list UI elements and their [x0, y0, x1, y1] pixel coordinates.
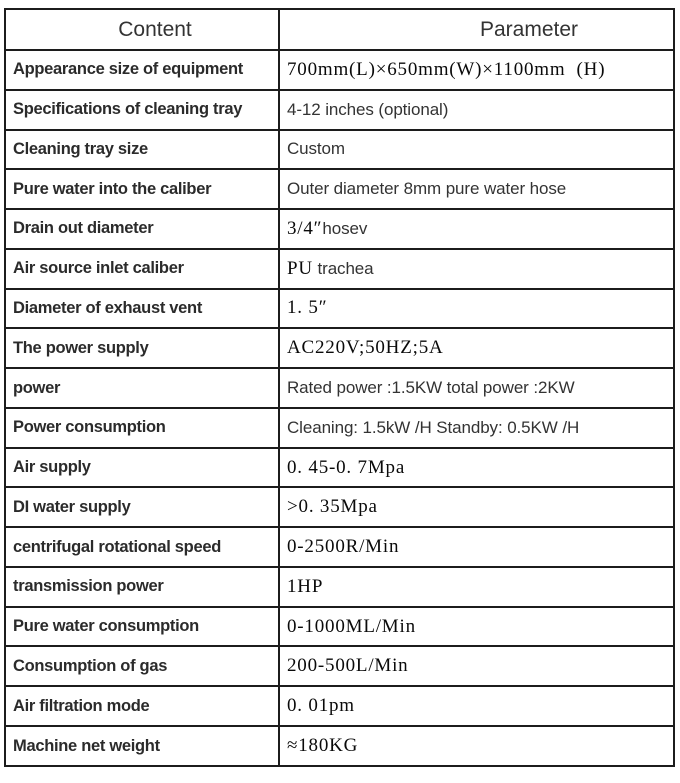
- parameter-value-serif: 0-1000ML/Min: [287, 615, 416, 637]
- parameter-cell: [279, 527, 674, 567]
- parameter-value-serif: >0. 35Mpa: [287, 496, 378, 518]
- content-cell: Cleaning tray size: [5, 130, 279, 170]
- table-row: [5, 209, 674, 249]
- table-row: [5, 130, 674, 170]
- parameter-cell: [279, 567, 674, 607]
- parameter-value-serif: 0-2500R/Min: [287, 536, 400, 558]
- table-header-row: [5, 9, 674, 50]
- content-cell: Power consumption: [5, 408, 279, 448]
- parameter-cell: [279, 209, 674, 249]
- content-cell: centrifugal rotational speed: [5, 527, 279, 567]
- content-cell: Pure water consumption: [5, 607, 279, 647]
- table-row: [5, 169, 674, 209]
- parameter-value-serif: 200-500L/Min: [287, 655, 409, 677]
- content-cell: transmission power: [5, 567, 279, 607]
- parameter-value: Custom: [287, 139, 345, 159]
- content-cell: Air filtration mode: [5, 686, 279, 726]
- table-row: [5, 726, 674, 766]
- parameter-cell: [279, 368, 674, 408]
- content-cell: Machine net weight: [5, 726, 279, 766]
- parameter-cell: [279, 90, 674, 130]
- parameter-cell: [279, 289, 674, 329]
- content-cell: Air source inlet caliber: [5, 249, 279, 289]
- parameter-value-serif: PU: [287, 257, 313, 279]
- table-row: [5, 567, 674, 607]
- parameter-value-serif: 1. 5″: [287, 297, 328, 319]
- content-cell: Diameter of exhaust vent: [5, 289, 279, 329]
- parameter-value-serif: 0. 01pm: [287, 695, 355, 717]
- table-row: [5, 90, 674, 130]
- content-cell: Appearance size of equipment: [5, 50, 279, 90]
- table-row: [5, 50, 674, 90]
- content-cell: Specifications of cleaning tray: [5, 90, 279, 130]
- table-row: [5, 527, 674, 567]
- content-cell: DI water supply: [5, 487, 279, 527]
- table-row: [5, 289, 674, 329]
- content-cell: The power supply: [5, 328, 279, 368]
- parameter-cell: [279, 249, 674, 289]
- table-row: [5, 408, 674, 448]
- parameter-value-serif: ≈180KG: [287, 735, 359, 756]
- parameter-value-serif: AC220V;50HZ;5A: [287, 337, 444, 359]
- parameter-value: Cleaning: 1.5kW /H Standby: 0.5KW /H: [287, 417, 580, 437]
- parameter-cell: [279, 487, 674, 527]
- parameter-cell: [279, 646, 674, 686]
- parameter-cell: [279, 328, 674, 368]
- content-cell: power: [5, 368, 279, 408]
- parameter-cell: [279, 408, 674, 448]
- parameter-value-serif: 3/4″: [287, 217, 323, 239]
- content-cell: Pure water into the caliber: [5, 169, 279, 209]
- table-row: [5, 686, 674, 726]
- table-row: [5, 249, 674, 289]
- content-cell: Drain out diameter: [5, 209, 279, 249]
- parameter-cell: [279, 130, 674, 170]
- table-row: [5, 448, 674, 488]
- parameter-value: Outer diameter 8mm pure water hose: [287, 179, 567, 199]
- parameter-cell: [279, 686, 674, 726]
- table-row: [5, 607, 674, 647]
- parameter-value: Rated power :1.5KW total power :2KW: [287, 378, 575, 397]
- parameter-value: 4-12 inches (optional): [287, 99, 449, 119]
- parameter-header: Parameter: [279, 9, 674, 50]
- parameter-value-serif: 0. 45-0. 7Mpa: [287, 456, 406, 478]
- table-row: [5, 646, 674, 686]
- equipment-spec-table: [4, 8, 675, 767]
- content-header: Content: [5, 9, 279, 50]
- parameter-value-serif: 700mm(L)×650mm(W)×1100mm (H): [287, 58, 606, 80]
- parameter-cell: [279, 169, 674, 209]
- table-row: [5, 368, 674, 408]
- parameter-cell: [279, 607, 674, 647]
- table-row: [5, 487, 674, 527]
- parameter-value: hosev: [322, 218, 368, 238]
- content-cell: Air supply: [5, 448, 279, 488]
- table-row: [5, 328, 674, 368]
- content-cell: Consumption of gas: [5, 646, 279, 686]
- parameter-cell: [279, 448, 674, 488]
- parameter-value-serif: 1HP: [287, 575, 324, 597]
- parameter-cell: [279, 50, 674, 90]
- parameter-value: trachea: [312, 258, 374, 278]
- parameter-cell: [279, 726, 674, 766]
